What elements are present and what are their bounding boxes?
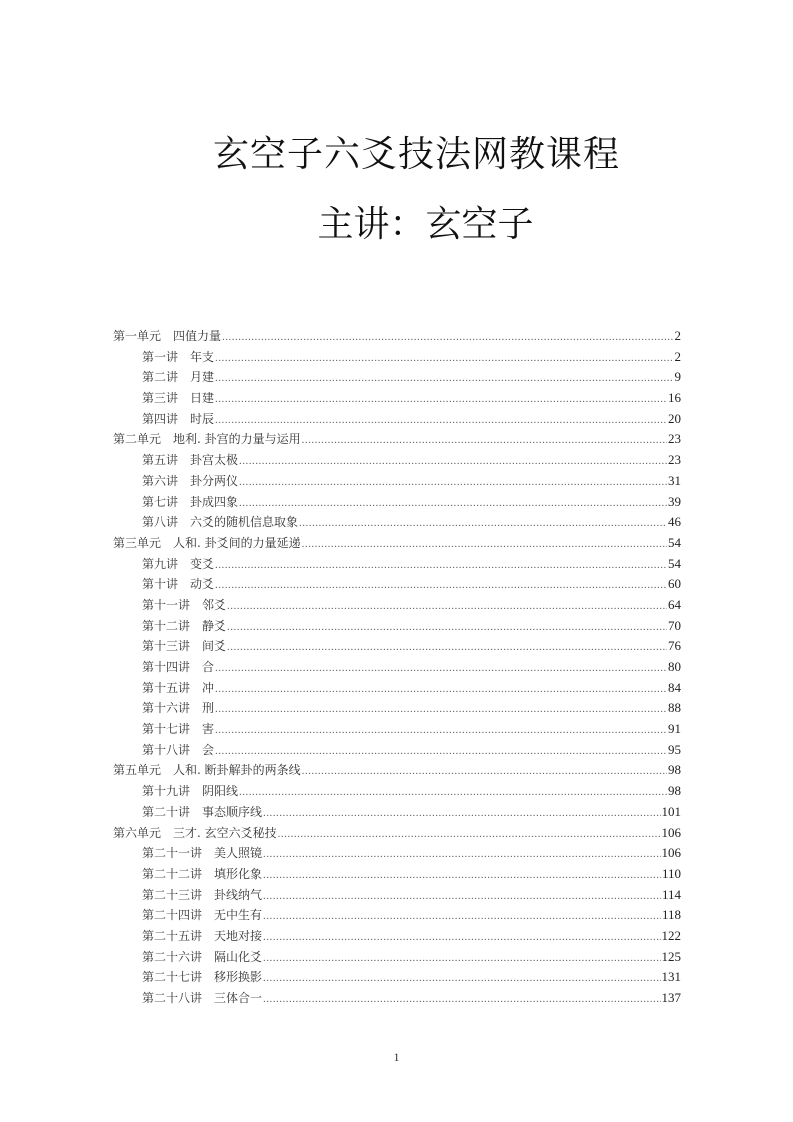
toc-entry-page: 54 <box>668 534 681 550</box>
toc-entry-title: 邻爻 <box>202 597 227 612</box>
toc-entry-number: 第一讲 <box>142 349 179 364</box>
toc-dot-leader <box>263 865 661 886</box>
toc-dot-leader <box>263 844 660 865</box>
toc-lecture-entry[interactable] <box>113 947 681 968</box>
toc-lecture-entry[interactable] <box>113 595 681 616</box>
toc-entry-title: 卦成四象 <box>190 494 239 509</box>
toc-entry-number: 第十一讲 <box>142 597 191 612</box>
toc-entry-page: 80 <box>668 659 681 674</box>
toc-dot-leader <box>263 948 660 969</box>
toc-lecture-entry[interactable] <box>113 574 681 595</box>
toc-entry-number: 第十五讲 <box>142 680 191 695</box>
toc-entry-title: 阴阳线 <box>202 784 239 799</box>
toc-lecture-entry[interactable] <box>113 967 681 988</box>
toc-entry-number: 第二十八讲 <box>142 991 203 1005</box>
toc-entry-number: 第六讲 <box>142 473 179 488</box>
toc-entry-number: 第五单元 <box>113 763 162 778</box>
toc-lecture-entry[interactable] <box>113 802 681 823</box>
toc-entry-number: 第十七讲 <box>142 722 191 737</box>
toc-entry-page: 137 <box>661 990 681 1005</box>
toc-entry-title: 变爻 <box>190 556 215 571</box>
toc-entry-page: 95 <box>668 741 681 757</box>
toc-entry-page: 2 <box>674 328 681 343</box>
toc-entry-page: 31 <box>668 472 681 488</box>
toc-entry-title: 人和. 卦爻间的力量延递 <box>173 535 301 550</box>
toc-entry-number: 第十八讲 <box>142 742 191 757</box>
toc-entry-number: 第十四讲 <box>142 660 191 674</box>
toc-dot-leader <box>239 451 667 472</box>
toc-entry-page: 118 <box>661 907 681 923</box>
toc-entry-number: 第一单元 <box>113 329 162 343</box>
toc-lecture-entry[interactable] <box>113 616 681 637</box>
toc-entry-number: 第十九讲 <box>142 784 191 799</box>
toc-entry-title: 事态顺序线 <box>202 804 263 819</box>
table-of-contents <box>113 326 681 1009</box>
toc-dot-leader <box>215 658 667 679</box>
toc-dot-leader <box>299 513 667 534</box>
toc-dot-leader <box>215 741 667 762</box>
toc-lecture-entry[interactable] <box>113 450 681 471</box>
toc-dot-leader <box>263 968 660 989</box>
toc-entry-page: 16 <box>668 390 681 406</box>
toc-entry-title: 刑 <box>202 701 215 716</box>
toc-entry-page: 23 <box>668 431 681 447</box>
toc-unit-entry[interactable] <box>113 429 681 450</box>
toc-entry-page: 9 <box>674 369 681 385</box>
toc-entry-title: 无中生有 <box>214 908 263 923</box>
toc-unit-entry[interactable] <box>113 326 681 347</box>
toc-entry-title: 会 <box>202 742 215 757</box>
toc-unit-entry[interactable] <box>113 823 681 844</box>
toc-dot-leader <box>302 761 667 782</box>
toc-entry-page: 88 <box>668 700 681 716</box>
toc-entry-title: 合 <box>202 660 215 674</box>
toc-entry-page: 46 <box>668 514 681 530</box>
toc-entry-page: 98 <box>668 762 681 778</box>
toc-dot-leader <box>222 327 673 348</box>
toc-entry-title: 美人照镜 <box>214 846 263 861</box>
toc-entry-number: 第五讲 <box>142 453 179 468</box>
toc-lecture-entry[interactable] <box>113 636 681 657</box>
toc-entry-number: 第二十四讲 <box>142 908 203 923</box>
toc-entry-title: 年支 <box>190 349 215 364</box>
toc-lecture-entry[interactable] <box>113 926 681 947</box>
toc-entry-page: 20 <box>668 410 681 426</box>
toc-entry-title: 四值力量 <box>173 329 222 343</box>
toc-entry-page: 2 <box>674 348 681 364</box>
toc-entry-number: 第八讲 <box>142 515 179 530</box>
toc-entry-number: 第二十二讲 <box>142 866 203 881</box>
toc-dot-leader <box>302 534 667 555</box>
toc-entry-page: 131 <box>661 969 681 985</box>
toc-dot-leader <box>263 906 661 927</box>
toc-dot-leader <box>263 989 660 1010</box>
toc-lecture-entry[interactable] <box>113 678 681 699</box>
toc-lecture-entry[interactable] <box>113 988 681 1009</box>
toc-dot-leader <box>215 555 667 576</box>
toc-dot-leader <box>239 493 667 514</box>
toc-entry-number: 第六单元 <box>113 825 162 840</box>
toc-entry-title: 卦宫太极 <box>190 453 239 468</box>
toc-entry-page: 106 <box>661 845 681 861</box>
toc-dot-leader <box>278 824 661 845</box>
toc-lecture-entry[interactable] <box>113 367 681 388</box>
toc-entry-title: 移形换影 <box>214 970 263 985</box>
toc-entry-number: 第二单元 <box>113 432 162 447</box>
toc-entry-number: 第十讲 <box>142 577 179 592</box>
toc-lecture-entry[interactable] <box>113 698 681 719</box>
toc-lecture-entry[interactable] <box>113 492 681 513</box>
document-subtitle: 主讲：玄空子 <box>317 204 534 245</box>
toc-entry-title: 月建 <box>190 370 215 385</box>
toc-lecture-entry[interactable] <box>113 388 681 409</box>
toc-entry-title: 间爻 <box>202 639 227 654</box>
toc-entry-title: 日建 <box>190 391 215 406</box>
toc-entry-number: 第十三讲 <box>142 639 191 654</box>
toc-unit-entry[interactable] <box>113 533 681 554</box>
toc-lecture-entry[interactable] <box>113 719 681 740</box>
toc-entry-number: 第二十一讲 <box>142 846 203 861</box>
toc-dot-leader <box>215 348 673 369</box>
toc-entry-number: 第三单元 <box>113 535 162 550</box>
toc-lecture-entry[interactable] <box>113 843 681 864</box>
toc-entry-title: 冲 <box>202 680 215 695</box>
document-title: 玄空子六爻技法网教课程 <box>212 134 620 175</box>
toc-dot-leader <box>263 886 661 907</box>
toc-entry-title: 卦线纳气 <box>214 887 263 902</box>
toc-dot-leader <box>227 617 667 638</box>
toc-entry-title: 动爻 <box>190 577 215 592</box>
toc-lecture-entry[interactable] <box>113 471 681 492</box>
toc-lecture-entry[interactable] <box>113 409 681 430</box>
toc-dot-leader <box>215 720 667 741</box>
toc-lecture-entry[interactable] <box>113 864 681 885</box>
toc-entry-title: 三才. 玄空六爻秘技 <box>173 825 277 840</box>
toc-dot-leader <box>215 679 667 700</box>
toc-lecture-entry[interactable] <box>113 885 681 906</box>
toc-entry-number: 第二十六讲 <box>142 949 203 964</box>
toc-entry-page: 76 <box>668 638 681 654</box>
toc-entry-title: 填形化象 <box>214 866 263 881</box>
toc-lecture-entry[interactable] <box>113 657 681 678</box>
toc-lecture-entry[interactable] <box>113 347 681 368</box>
toc-entry-page: 101 <box>661 803 681 819</box>
toc-entry-page: 54 <box>668 555 681 571</box>
toc-entry-number: 第二十五讲 <box>142 928 203 943</box>
toc-entry-title: 隔山化爻 <box>214 949 263 964</box>
toc-dot-leader <box>227 596 667 617</box>
toc-dot-leader <box>215 699 667 720</box>
toc-entry-page: 98 <box>668 783 681 799</box>
page-number: 1 <box>393 1050 400 1064</box>
toc-entry-page: 110 <box>661 865 681 881</box>
toc-lecture-entry[interactable] <box>113 512 681 533</box>
toc-entry-title: 六爻的随机信息取象 <box>190 515 299 530</box>
toc-entry-page: 70 <box>668 617 681 633</box>
toc-entry-title: 人和. 断卦解卦的两条线 <box>173 763 301 778</box>
toc-entry-page: 122 <box>661 927 681 943</box>
toc-lecture-entry[interactable] <box>113 905 681 926</box>
toc-entry-page: 60 <box>668 576 681 592</box>
toc-entry-number: 第十六讲 <box>142 701 191 716</box>
toc-entry-number: 第十二讲 <box>142 618 191 633</box>
toc-entry-number: 第二讲 <box>142 370 179 385</box>
toc-entry-title: 三体合一 <box>214 991 263 1005</box>
toc-entry-number: 第二十讲 <box>142 804 191 819</box>
toc-entry-page: 91 <box>668 721 681 737</box>
toc-entry-title: 时辰 <box>190 411 215 426</box>
toc-entry-number: 第四讲 <box>142 411 179 426</box>
toc-entry-title: 害 <box>202 722 215 737</box>
toc-entry-number: 第三讲 <box>142 391 179 406</box>
toc-dot-leader <box>215 410 667 431</box>
toc-dot-leader <box>263 927 660 948</box>
toc-entry-page: 23 <box>668 452 681 468</box>
toc-entry-number: 第二十三讲 <box>142 887 203 902</box>
toc-dot-leader <box>239 782 667 803</box>
toc-entry-title: 天地对接 <box>214 928 263 943</box>
toc-lecture-entry[interactable] <box>113 740 681 761</box>
toc-entry-title: 卦分两仪 <box>190 473 239 488</box>
toc-dot-leader <box>215 575 667 596</box>
toc-entry-title: 静爻 <box>202 618 227 633</box>
toc-dot-leader <box>227 637 667 658</box>
toc-entry-page: 125 <box>661 948 681 964</box>
toc-entry-number: 第七讲 <box>142 494 179 509</box>
toc-entry-number: 第二十七讲 <box>142 970 203 985</box>
toc-entry-page: 106 <box>661 824 681 840</box>
toc-lecture-entry[interactable] <box>113 554 681 575</box>
toc-entry-page: 84 <box>668 679 681 695</box>
toc-entry-page: 114 <box>661 886 681 902</box>
toc-dot-leader <box>302 430 667 451</box>
toc-lecture-entry[interactable] <box>113 781 681 802</box>
toc-unit-entry[interactable] <box>113 760 681 781</box>
toc-dot-leader <box>263 803 660 824</box>
toc-entry-page: 39 <box>668 493 681 509</box>
toc-dot-leader <box>239 472 667 493</box>
toc-entry-number: 第九讲 <box>142 556 179 571</box>
toc-entry-title: 地利. 卦宫的力量与运用 <box>173 432 301 447</box>
toc-entry-page: 64 <box>668 596 681 612</box>
toc-dot-leader <box>215 389 667 410</box>
toc-dot-leader <box>215 368 673 389</box>
